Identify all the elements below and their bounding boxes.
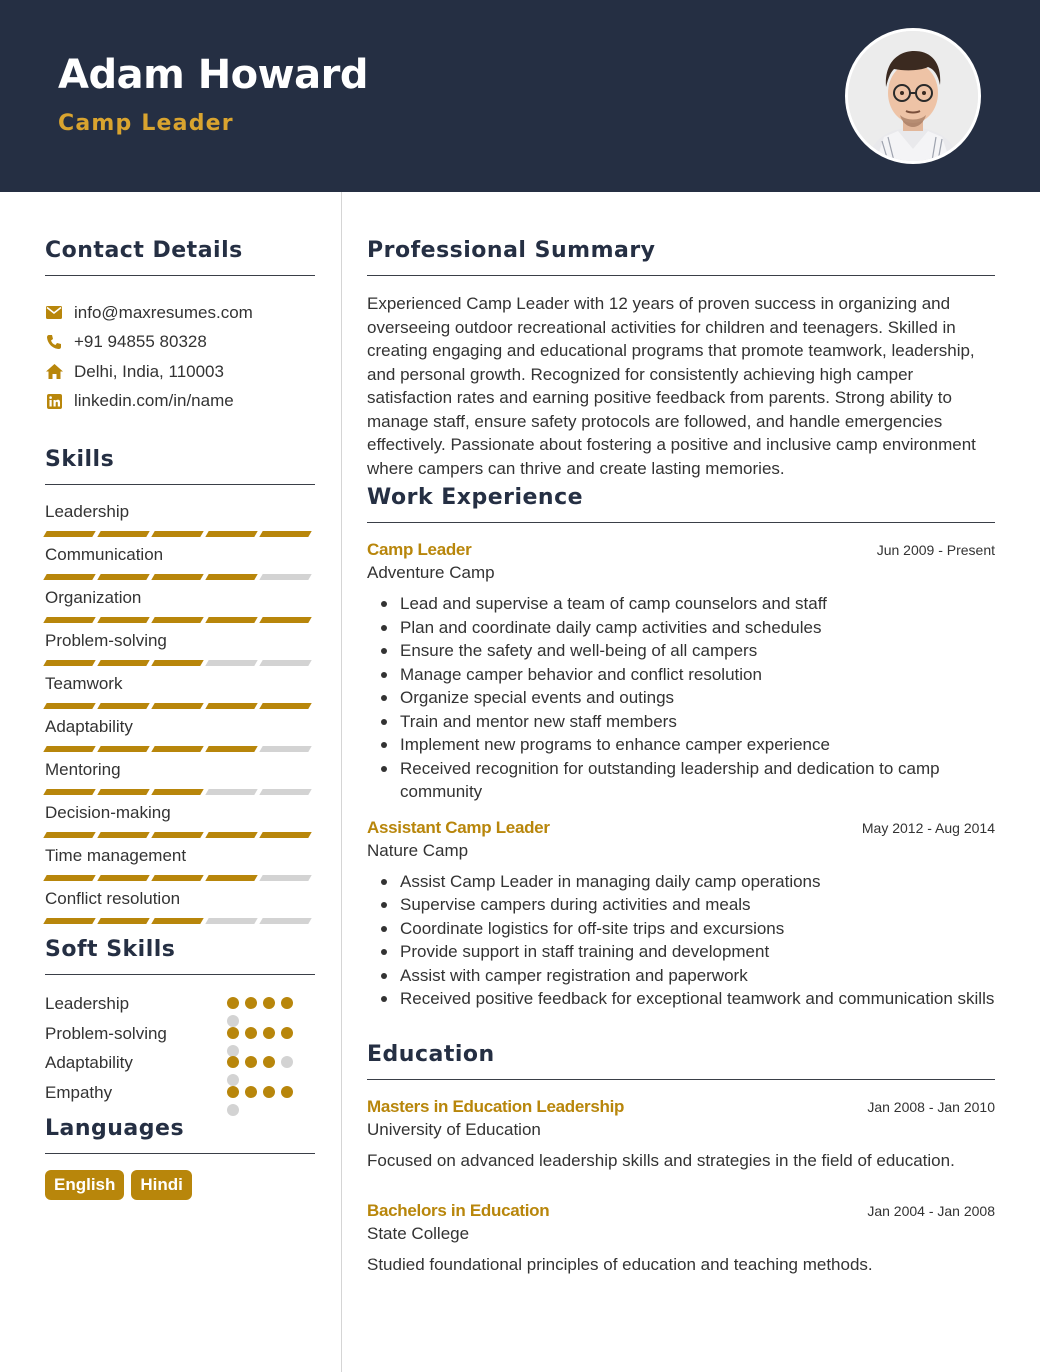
- education-date: Jan 2004 - Jan 2008: [867, 1203, 995, 1219]
- skill-bar-filled: [43, 660, 95, 666]
- skill-bar-empty: [259, 574, 311, 580]
- contact-email[interactable]: [45, 298, 315, 328]
- soft-skill-label: Adaptability: [45, 1053, 133, 1072]
- skill-bar-filled: [43, 875, 95, 881]
- skill-item: [45, 886, 315, 929]
- skill-bar-filled: [151, 703, 203, 709]
- soft-skill-label: Problem-solving: [45, 1023, 167, 1043]
- skill-bar-filled: [97, 574, 149, 580]
- skill-bar-filled: [97, 918, 149, 924]
- summary-section: [367, 238, 995, 480]
- skill-bar-filled: [151, 617, 203, 623]
- contact-address-text: Delhi, India, 110003: [74, 361, 224, 381]
- skill-bar-filled: [43, 918, 95, 924]
- skill-label: Decision-making: [45, 803, 171, 822]
- skill-bar-filled: [43, 703, 95, 709]
- section-rule: [367, 275, 995, 276]
- skill-bar-filled: [97, 746, 149, 752]
- skill-level-bar: [45, 574, 315, 580]
- rating-dot-filled: [281, 1027, 293, 1039]
- soft-skills-list: [45, 989, 315, 1107]
- skill-label: Organization: [45, 588, 142, 607]
- job-title: Assistant Camp Leader: [367, 817, 550, 837]
- education-date: Jan 2008 - Jan 2010: [867, 1099, 995, 1115]
- skill-item: [45, 585, 315, 628]
- skill-bar-empty: [259, 660, 311, 666]
- skill-bar-filled: [205, 832, 257, 838]
- section-rule: [45, 1153, 315, 1154]
- list-item: Coordinate logistics for off-site trips and excursions: [367, 917, 995, 941]
- skill-bar-filled: [151, 531, 203, 537]
- degree-title: Bachelors in Education: [367, 1201, 550, 1220]
- list-item: Provide support in staff training and development: [367, 940, 995, 964]
- soft-skill-item: [45, 1078, 315, 1108]
- skill-item: [45, 757, 315, 800]
- skill-bar-empty: [205, 789, 257, 795]
- skill-bar-filled: [205, 746, 257, 752]
- skills-title: Skills: [45, 447, 115, 472]
- home-icon: [45, 363, 63, 381]
- envelope-icon: [45, 304, 63, 322]
- degree-title: Masters in Education Leadership: [367, 1097, 625, 1116]
- section-rule: [45, 275, 315, 276]
- section-rule: [45, 974, 315, 975]
- skill-level-bar: [45, 832, 315, 838]
- summary-text: Experienced Camp Leader with 12 years of proven success in organizing and overseeing outdoor recreational activities for children and teenagers. Skilled in creating engaging and educational programs that promote teamwork, leadership, and personal growth. Recognized for consistently achieving high camper satisfaction rates and earning positive feedback from parents. Strong ability to manage staff, ensure safety protocols are followed, and handle emergencies effectively. Passionate about fostering a positive and inclusive camp environment where campers can thrive and create lasting memories.: [367, 294, 976, 478]
- rating-dot-filled: [245, 1027, 257, 1039]
- rating-dot-filled: [245, 997, 257, 1009]
- experience-section: [367, 485, 995, 1011]
- list-item: Lead and supervise a team of camp counselors and staff: [367, 592, 995, 616]
- rating-dot-empty: [227, 1104, 239, 1116]
- list-item: Train and mentor new staff members: [367, 710, 995, 734]
- rating-dot-filled: [227, 1027, 239, 1039]
- skill-level-bar: [45, 875, 315, 881]
- job-company: Adventure Camp: [367, 563, 495, 582]
- job-entry: [367, 540, 995, 804]
- rating-dot-filled: [263, 997, 275, 1009]
- soft-skill-rating: [227, 1086, 307, 1116]
- contact-linkedin[interactable]: [45, 387, 315, 417]
- skill-item: [45, 800, 315, 843]
- list-item: Plan and coordinate daily camp activities and schedules: [367, 616, 995, 640]
- skill-bar-filled: [205, 617, 257, 623]
- contact-phone[interactable]: [45, 328, 315, 358]
- skill-item: [45, 628, 315, 671]
- list-item: Received recognition for outstanding leadership and dedication to camp community: [367, 757, 995, 804]
- section-rule: [45, 484, 315, 485]
- skill-level-bar: [45, 660, 315, 666]
- job-bullets: [367, 870, 995, 1011]
- contact-email-text: info@maxresumes.com: [74, 302, 253, 322]
- skill-bar-empty: [205, 918, 257, 924]
- soft-skill-item: [45, 989, 315, 1019]
- job-title: Camp Leader: [367, 540, 472, 559]
- skill-bar-filled: [43, 832, 95, 838]
- job-company: Nature Camp: [367, 840, 469, 860]
- skill-bar-filled: [97, 617, 149, 623]
- job-entry: [367, 818, 995, 1011]
- language-badge: English: [45, 1170, 124, 1200]
- skill-bar-filled: [205, 531, 257, 537]
- list-item: Supervise campers during activities and meals: [367, 893, 995, 917]
- skill-bar-filled: [43, 617, 95, 623]
- education-description: Focused on advanced leadership skills and strategies in the field of education.: [367, 1151, 955, 1170]
- skill-bar-empty: [259, 875, 311, 881]
- skill-bar-filled: [43, 746, 95, 752]
- skill-level-bar: [45, 789, 315, 795]
- contact-title: Contact Details: [45, 238, 243, 263]
- job-date: Jun 2009 - Present: [876, 542, 995, 558]
- skill-level-bar: [45, 918, 315, 924]
- candidate-role: Camp Leader: [58, 111, 234, 136]
- education-entry: [367, 1097, 995, 1171]
- contact-address: [45, 357, 315, 387]
- candidate-name: Adam Howard: [58, 52, 368, 98]
- skills-section: [45, 447, 315, 929]
- rating-dot-empty: [281, 1056, 293, 1068]
- contact-linkedin-text: linkedin.com/in/name: [74, 391, 234, 411]
- language-badge: Hindi: [131, 1170, 192, 1200]
- contact-phone-text: +91 94855 80328: [74, 332, 207, 352]
- skill-bar-filled: [259, 703, 311, 709]
- skill-label: Communication: [45, 545, 164, 564]
- skill-item: [45, 843, 315, 886]
- skill-bar-empty: [205, 660, 257, 666]
- education-description: Studied foundational principles of education and teaching methods.: [367, 1255, 873, 1274]
- resume-header: [0, 0, 1040, 192]
- rating-dot-filled: [263, 1056, 275, 1068]
- skill-label: Mentoring: [45, 760, 121, 779]
- skill-bar-filled: [97, 875, 149, 881]
- skill-bar-filled: [259, 617, 311, 623]
- soft-skill-item: [45, 1048, 315, 1078]
- skill-bar-filled: [43, 574, 95, 580]
- contact-section: [45, 238, 315, 416]
- rating-dot-filled: [245, 1056, 257, 1068]
- soft-skill-label: Empathy: [45, 1082, 113, 1102]
- summary-title: Professional Summary: [367, 238, 656, 263]
- column-divider: [341, 192, 342, 1372]
- rating-dot-filled: [263, 1086, 275, 1098]
- skill-bar-filled: [151, 574, 203, 580]
- avatar: [845, 28, 981, 164]
- soft-skills-section: [45, 937, 315, 1107]
- skill-bar-empty: [259, 918, 311, 924]
- skill-bar-filled: [151, 875, 203, 881]
- education-title: Education: [367, 1042, 495, 1067]
- skills-list: [45, 499, 315, 929]
- skill-bar-filled: [205, 574, 257, 580]
- skill-bar-filled: [97, 832, 149, 838]
- skill-label: Time management: [45, 846, 187, 865]
- skill-bar-filled: [151, 660, 203, 666]
- skill-item: [45, 671, 315, 714]
- institution: State College: [367, 1224, 470, 1243]
- skill-bar-empty: [259, 746, 311, 752]
- phone-icon: [45, 333, 63, 351]
- rating-dot-filled: [227, 1086, 239, 1098]
- skill-label: Problem-solving: [45, 631, 167, 650]
- section-rule: [367, 1079, 995, 1080]
- soft-skills-title: Soft Skills: [45, 937, 176, 962]
- skill-level-bar: [45, 617, 315, 623]
- skill-bar-filled: [151, 918, 203, 924]
- list-item: Manage camper behavior and conflict resolution: [367, 663, 995, 687]
- skill-bar-filled: [205, 703, 257, 709]
- job-bullets: [367, 592, 995, 804]
- profile-photo-icon: [848, 31, 978, 161]
- education-entry: [367, 1201, 995, 1275]
- rating-dot-filled: [263, 1027, 275, 1039]
- section-rule: [367, 522, 995, 523]
- experience-title: Work Experience: [367, 485, 584, 510]
- soft-skill-label: Leadership: [45, 994, 130, 1013]
- education-section: [367, 1042, 995, 1275]
- skill-bar-filled: [43, 531, 95, 537]
- job-date: May 2012 - Aug 2014: [861, 819, 995, 836]
- skill-bar-filled: [151, 789, 203, 795]
- skill-label: Adaptability: [45, 717, 133, 736]
- linkedin-icon: [45, 392, 63, 410]
- soft-skill-item: [45, 1019, 315, 1049]
- list-item: Received positive feedback for exceptional teamwork and communication skills: [367, 987, 995, 1011]
- skill-bar-filled: [97, 703, 149, 709]
- language-list: [45, 1170, 315, 1200]
- skill-bar-filled: [151, 746, 203, 752]
- skill-bar-filled: [151, 832, 203, 838]
- skill-item: [45, 542, 315, 585]
- skill-label: Conflict resolution: [45, 889, 181, 908]
- list-item: Assist Camp Leader in managing daily camp operations: [367, 870, 995, 894]
- skill-item: [45, 714, 315, 757]
- list-item: Assist with camper registration and paperwork: [367, 964, 995, 988]
- skill-bar-filled: [205, 875, 257, 881]
- skill-level-bar: [45, 746, 315, 752]
- rating-dot-filled: [281, 997, 293, 1009]
- rating-dot-filled: [227, 1056, 239, 1068]
- skill-bar-filled: [259, 531, 311, 537]
- skill-bar-filled: [97, 531, 149, 537]
- skill-level-bar: [45, 531, 315, 537]
- rating-dot-filled: [227, 997, 239, 1009]
- skill-level-bar: [45, 703, 315, 709]
- skill-bar-filled: [43, 789, 95, 795]
- skill-bar-filled: [259, 832, 311, 838]
- skill-bar-filled: [97, 789, 149, 795]
- list-item: Ensure the safety and well-being of all campers: [367, 639, 995, 663]
- languages-title: Languages: [45, 1116, 185, 1141]
- rating-dot-filled: [245, 1086, 257, 1098]
- skill-item: [45, 499, 315, 542]
- list-item: Implement new programs to enhance camper experience: [367, 733, 995, 757]
- institution: University of Education: [367, 1120, 541, 1139]
- rating-dot-filled: [281, 1086, 293, 1098]
- skill-label: Leadership: [45, 502, 130, 521]
- list-item: Organize special events and outings: [367, 686, 995, 710]
- skill-label: Teamwork: [45, 674, 123, 693]
- skill-bar-filled: [97, 660, 149, 666]
- skill-bar-empty: [259, 789, 311, 795]
- languages-section: [45, 1116, 315, 1200]
